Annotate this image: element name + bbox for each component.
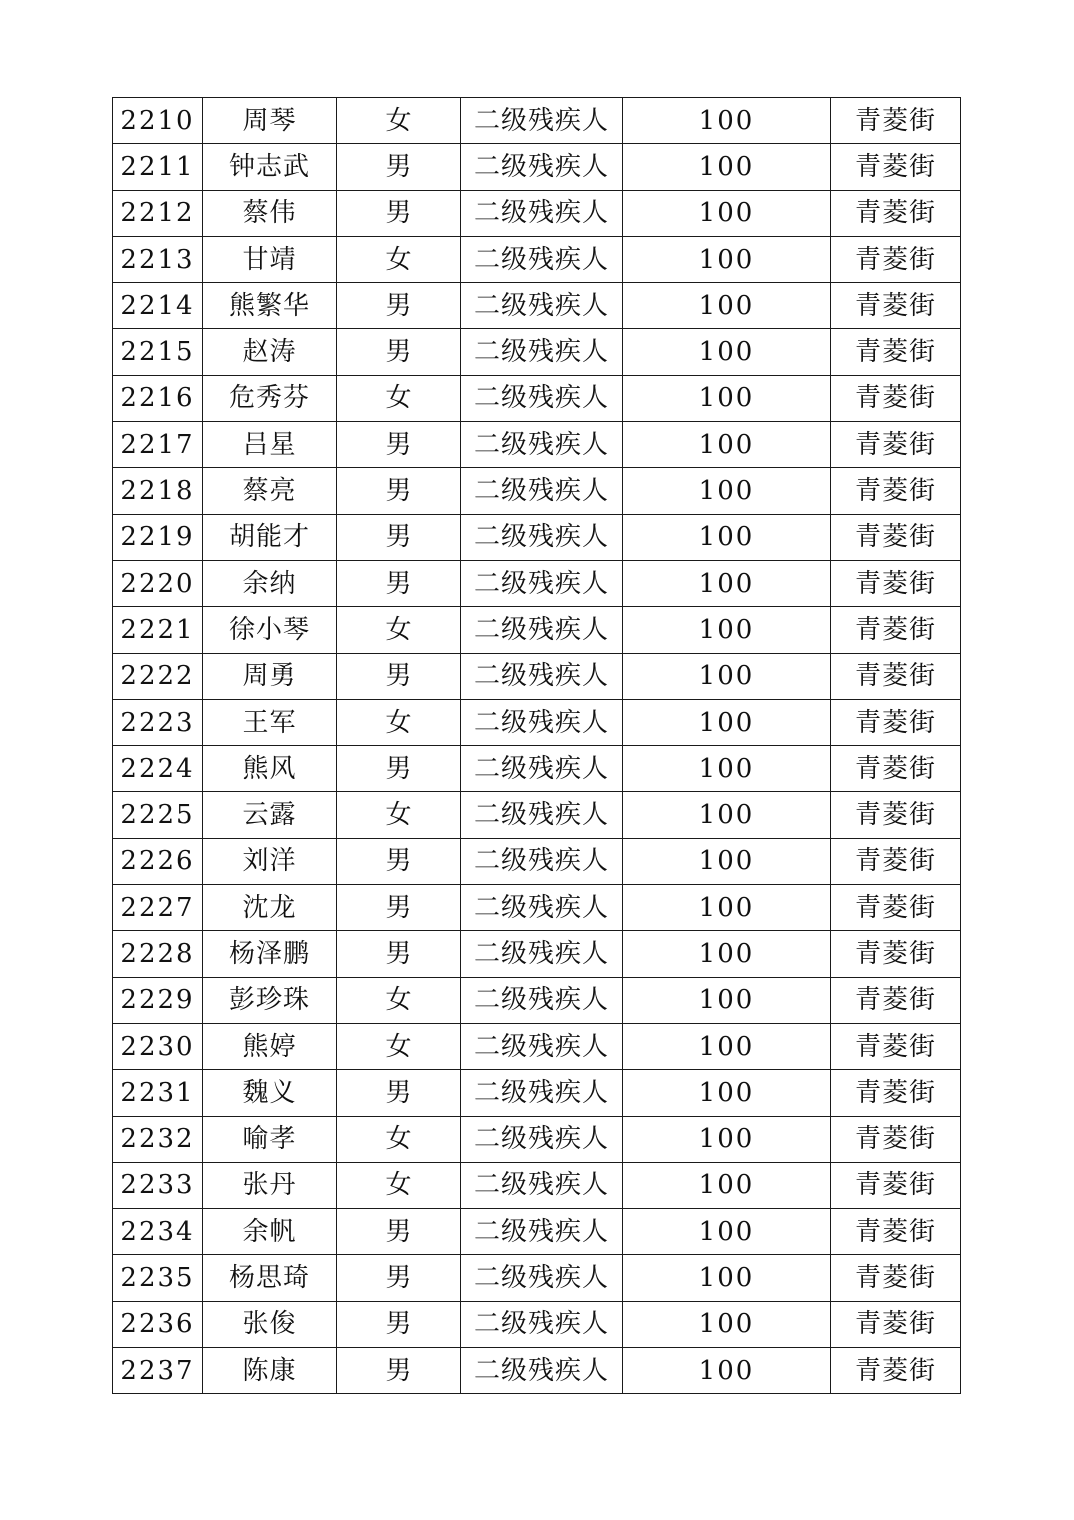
amount-cell: 100 [623, 1070, 831, 1116]
name-cell: 甘靖 [203, 236, 337, 282]
serial-number-cell: 2237 [113, 1348, 203, 1394]
street-cell: 青菱街 [831, 1023, 961, 1069]
gender-cell: 男 [337, 1255, 461, 1301]
disability-level-cell: 二级残疾人 [461, 190, 623, 236]
disability-level-cell: 二级残疾人 [461, 1023, 623, 1069]
name-cell: 蔡亮 [203, 468, 337, 514]
gender-cell: 男 [337, 653, 461, 699]
disability-level-cell: 二级残疾人 [461, 375, 623, 421]
name-cell: 王军 [203, 699, 337, 745]
gender-cell: 男 [337, 190, 461, 236]
disability-level-cell: 二级残疾人 [461, 144, 623, 190]
disability-subsidy-table [112, 97, 961, 1394]
amount-cell: 100 [623, 931, 831, 977]
table-row [113, 931, 961, 977]
amount-cell: 100 [623, 468, 831, 514]
disability-level-cell: 二级残疾人 [461, 1301, 623, 1347]
serial-number-cell: 2216 [113, 375, 203, 421]
serial-number-cell: 2234 [113, 1209, 203, 1255]
name-cell: 熊繁华 [203, 283, 337, 329]
street-cell: 青菱街 [831, 838, 961, 884]
serial-number-cell: 2235 [113, 1255, 203, 1301]
gender-cell: 女 [337, 607, 461, 653]
gender-cell: 男 [337, 746, 461, 792]
street-cell: 青菱街 [831, 468, 961, 514]
amount-cell: 100 [623, 1255, 831, 1301]
serial-number-cell: 2218 [113, 468, 203, 514]
amount-cell: 100 [623, 1348, 831, 1394]
gender-cell: 女 [337, 1162, 461, 1208]
street-cell: 青菱街 [831, 98, 961, 144]
serial-number-cell: 2224 [113, 746, 203, 792]
street-cell: 青菱街 [831, 1301, 961, 1347]
street-cell: 青菱街 [831, 283, 961, 329]
serial-number-cell: 2223 [113, 699, 203, 745]
disability-level-cell: 二级残疾人 [461, 422, 623, 468]
gender-cell: 女 [337, 1023, 461, 1069]
table-row [113, 422, 961, 468]
name-cell: 陈康 [203, 1348, 337, 1394]
street-cell: 青菱街 [831, 977, 961, 1023]
amount-cell: 100 [623, 792, 831, 838]
table-row [113, 190, 961, 236]
street-cell: 青菱街 [831, 653, 961, 699]
serial-number-cell: 2229 [113, 977, 203, 1023]
table-row [113, 653, 961, 699]
street-cell: 青菱街 [831, 190, 961, 236]
table-body [113, 98, 961, 1394]
gender-cell: 男 [337, 931, 461, 977]
street-cell: 青菱街 [831, 746, 961, 792]
disability-level-cell: 二级残疾人 [461, 607, 623, 653]
serial-number-cell: 2233 [113, 1162, 203, 1208]
serial-number-cell: 2222 [113, 653, 203, 699]
amount-cell: 100 [623, 746, 831, 792]
name-cell: 余帆 [203, 1209, 337, 1255]
serial-number-cell: 2215 [113, 329, 203, 375]
table-row [113, 560, 961, 606]
name-cell: 赵涛 [203, 329, 337, 375]
name-cell: 危秀芬 [203, 375, 337, 421]
amount-cell: 100 [623, 1209, 831, 1255]
table-row [113, 144, 961, 190]
name-cell: 熊婷 [203, 1023, 337, 1069]
disability-level-cell: 二级残疾人 [461, 468, 623, 514]
street-cell: 青菱街 [831, 1070, 961, 1116]
amount-cell: 100 [623, 1301, 831, 1347]
serial-number-cell: 2236 [113, 1301, 203, 1347]
table-row [113, 1070, 961, 1116]
serial-number-cell: 2225 [113, 792, 203, 838]
disability-level-cell: 二级残疾人 [461, 931, 623, 977]
amount-cell: 100 [623, 190, 831, 236]
street-cell: 青菱街 [831, 1162, 961, 1208]
gender-cell: 男 [337, 283, 461, 329]
gender-cell: 女 [337, 236, 461, 282]
gender-cell: 男 [337, 144, 461, 190]
serial-number-cell: 2212 [113, 190, 203, 236]
disability-level-cell: 二级残疾人 [461, 1070, 623, 1116]
table-row [113, 1301, 961, 1347]
amount-cell: 100 [623, 422, 831, 468]
amount-cell: 100 [623, 375, 831, 421]
table-row [113, 283, 961, 329]
amount-cell: 100 [623, 1023, 831, 1069]
name-cell: 钟志武 [203, 144, 337, 190]
street-cell: 青菱街 [831, 1209, 961, 1255]
gender-cell: 女 [337, 375, 461, 421]
table-row [113, 468, 961, 514]
gender-cell: 女 [337, 792, 461, 838]
street-cell: 青菱街 [831, 514, 961, 560]
serial-number-cell: 2231 [113, 1070, 203, 1116]
disability-level-cell: 二级残疾人 [461, 653, 623, 699]
table-row [113, 838, 961, 884]
street-cell: 青菱街 [831, 560, 961, 606]
name-cell: 张俊 [203, 1301, 337, 1347]
amount-cell: 100 [623, 144, 831, 190]
street-cell: 青菱街 [831, 931, 961, 977]
street-cell: 青菱街 [831, 422, 961, 468]
disability-level-cell: 二级残疾人 [461, 1116, 623, 1162]
amount-cell: 100 [623, 838, 831, 884]
disability-level-cell: 二级残疾人 [461, 838, 623, 884]
disability-level-cell: 二级残疾人 [461, 560, 623, 606]
street-cell: 青菱街 [831, 375, 961, 421]
name-cell: 杨泽鹏 [203, 931, 337, 977]
table-row [113, 1255, 961, 1301]
name-cell: 吕星 [203, 422, 337, 468]
gender-cell: 男 [337, 468, 461, 514]
disability-level-cell: 二级残疾人 [461, 699, 623, 745]
street-cell: 青菱街 [831, 699, 961, 745]
disability-level-cell: 二级残疾人 [461, 514, 623, 560]
table-row [113, 375, 961, 421]
name-cell: 杨思琦 [203, 1255, 337, 1301]
amount-cell: 100 [623, 236, 831, 282]
serial-number-cell: 2227 [113, 885, 203, 931]
name-cell: 魏义 [203, 1070, 337, 1116]
street-cell: 青菱街 [831, 236, 961, 282]
serial-number-cell: 2226 [113, 838, 203, 884]
disability-level-cell: 二级残疾人 [461, 283, 623, 329]
gender-cell: 男 [337, 1209, 461, 1255]
table-row [113, 1348, 961, 1394]
serial-number-cell: 2228 [113, 931, 203, 977]
gender-cell: 女 [337, 98, 461, 144]
table-row [113, 977, 961, 1023]
disability-level-cell: 二级残疾人 [461, 1162, 623, 1208]
disability-level-cell: 二级残疾人 [461, 329, 623, 375]
street-cell: 青菱街 [831, 1255, 961, 1301]
table-row [113, 607, 961, 653]
gender-cell: 男 [337, 422, 461, 468]
name-cell: 云露 [203, 792, 337, 838]
disability-level-cell: 二级残疾人 [461, 885, 623, 931]
disability-level-cell: 二级残疾人 [461, 977, 623, 1023]
amount-cell: 100 [623, 98, 831, 144]
serial-number-cell: 2217 [113, 422, 203, 468]
table-row [113, 1209, 961, 1255]
name-cell: 熊风 [203, 746, 337, 792]
disability-level-cell: 二级残疾人 [461, 1255, 623, 1301]
serial-number-cell: 2211 [113, 144, 203, 190]
gender-cell: 男 [337, 1070, 461, 1116]
gender-cell: 男 [337, 560, 461, 606]
name-cell: 胡能才 [203, 514, 337, 560]
street-cell: 青菱街 [831, 792, 961, 838]
table-row [113, 1023, 961, 1069]
serial-number-cell: 2219 [113, 514, 203, 560]
name-cell: 沈龙 [203, 885, 337, 931]
street-cell: 青菱街 [831, 144, 961, 190]
name-cell: 彭珍珠 [203, 977, 337, 1023]
amount-cell: 100 [623, 699, 831, 745]
disability-level-cell: 二级残疾人 [461, 1209, 623, 1255]
table-row [113, 885, 961, 931]
gender-cell: 男 [337, 329, 461, 375]
table-row [113, 514, 961, 560]
street-cell: 青菱街 [831, 329, 961, 375]
amount-cell: 100 [623, 1116, 831, 1162]
table-row [113, 1162, 961, 1208]
amount-cell: 100 [623, 885, 831, 931]
street-cell: 青菱街 [831, 1116, 961, 1162]
disability-level-cell: 二级残疾人 [461, 792, 623, 838]
gender-cell: 女 [337, 1116, 461, 1162]
amount-cell: 100 [623, 607, 831, 653]
serial-number-cell: 2232 [113, 1116, 203, 1162]
serial-number-cell: 2221 [113, 607, 203, 653]
amount-cell: 100 [623, 1162, 831, 1208]
gender-cell: 女 [337, 977, 461, 1023]
amount-cell: 100 [623, 653, 831, 699]
table-row [113, 236, 961, 282]
name-cell: 刘洋 [203, 838, 337, 884]
gender-cell: 男 [337, 838, 461, 884]
name-cell: 徐小琴 [203, 607, 337, 653]
name-cell: 周勇 [203, 653, 337, 699]
serial-number-cell: 2210 [113, 98, 203, 144]
name-cell: 余纳 [203, 560, 337, 606]
table-row [113, 98, 961, 144]
disability-level-cell: 二级残疾人 [461, 746, 623, 792]
name-cell: 蔡伟 [203, 190, 337, 236]
table-row [113, 329, 961, 375]
table-row [113, 792, 961, 838]
table-row [113, 699, 961, 745]
name-cell: 张丹 [203, 1162, 337, 1208]
disability-level-cell: 二级残疾人 [461, 1348, 623, 1394]
amount-cell: 100 [623, 283, 831, 329]
table-row [113, 1116, 961, 1162]
amount-cell: 100 [623, 560, 831, 606]
disability-level-cell: 二级残疾人 [461, 236, 623, 282]
table-row [113, 746, 961, 792]
gender-cell: 女 [337, 699, 461, 745]
amount-cell: 100 [623, 514, 831, 560]
street-cell: 青菱街 [831, 885, 961, 931]
street-cell: 青菱街 [831, 1348, 961, 1394]
serial-number-cell: 2214 [113, 283, 203, 329]
gender-cell: 男 [337, 1348, 461, 1394]
amount-cell: 100 [623, 977, 831, 1023]
gender-cell: 男 [337, 885, 461, 931]
name-cell: 喻孝 [203, 1116, 337, 1162]
gender-cell: 男 [337, 514, 461, 560]
serial-number-cell: 2220 [113, 560, 203, 606]
street-cell: 青菱街 [831, 607, 961, 653]
disability-level-cell: 二级残疾人 [461, 98, 623, 144]
name-cell: 周琴 [203, 98, 337, 144]
gender-cell: 男 [337, 1301, 461, 1347]
serial-number-cell: 2213 [113, 236, 203, 282]
amount-cell: 100 [623, 329, 831, 375]
serial-number-cell: 2230 [113, 1023, 203, 1069]
